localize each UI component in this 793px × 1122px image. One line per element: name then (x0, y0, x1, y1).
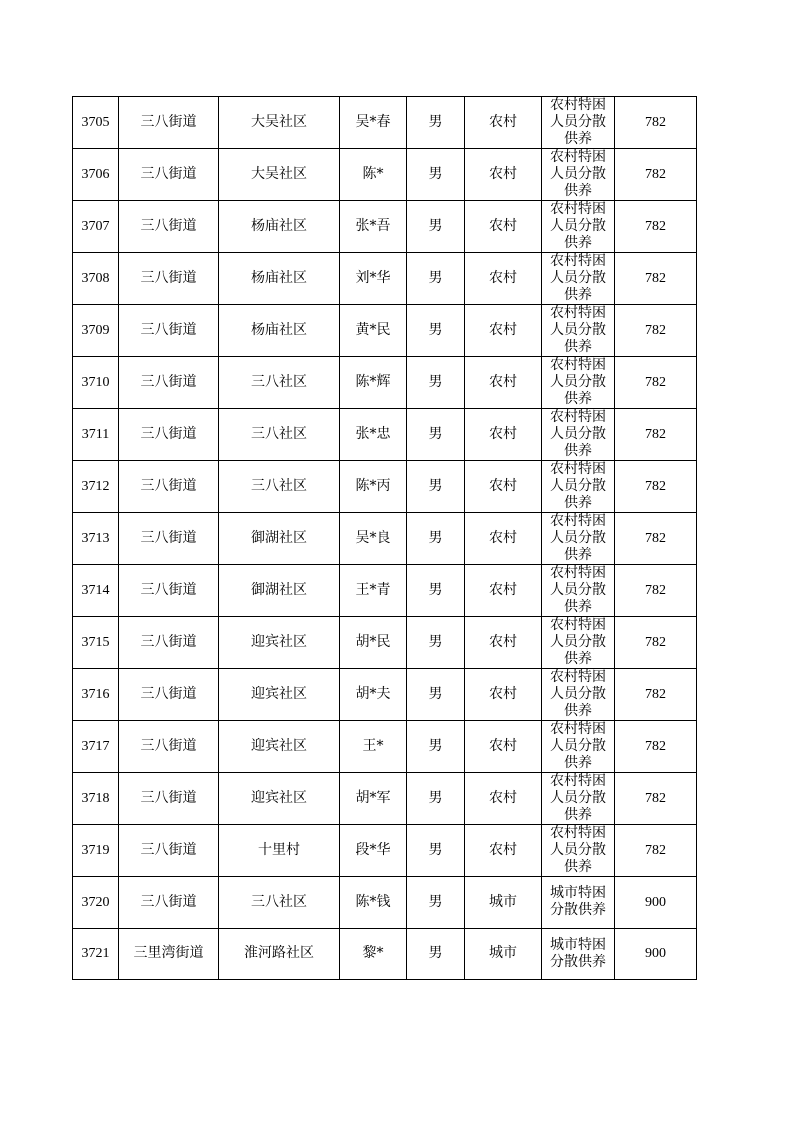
record-id-cell: 3721 (73, 928, 119, 980)
support-category-cell: 农村特困人员分散供养 (542, 513, 615, 565)
community-cell: 三八社区 (219, 409, 340, 461)
gender-cell: 男 (407, 253, 465, 305)
gender-cell: 男 (407, 201, 465, 253)
table-row (73, 201, 697, 253)
street-cell: 三八街道 (119, 669, 219, 721)
amount-cell: 900 (615, 877, 697, 929)
person-name-cell: 陈*辉 (340, 357, 407, 409)
gender-cell: 男 (407, 721, 465, 773)
record-id-cell: 3708 (73, 253, 119, 305)
record-id-cell: 3710 (73, 357, 119, 409)
support-category-cell: 农村特困人员分散供养 (542, 409, 615, 461)
person-name-cell: 吴*良 (340, 513, 407, 565)
gender-cell: 男 (407, 928, 465, 980)
table-row (73, 928, 697, 980)
support-category-cell: 农村特困人员分散供养 (542, 721, 615, 773)
support-category-cell: 农村特困人员分散供养 (542, 305, 615, 357)
amount-cell: 782 (615, 201, 697, 253)
gender-cell: 男 (407, 149, 465, 201)
area-type-cell: 城市 (465, 928, 542, 980)
gender-cell: 男 (407, 409, 465, 461)
community-cell: 迎宾社区 (219, 773, 340, 825)
record-id-cell: 3711 (73, 409, 119, 461)
area-type-cell: 农村 (465, 669, 542, 721)
community-cell: 十里村 (219, 825, 340, 877)
table-row (73, 721, 697, 773)
amount-cell: 782 (615, 149, 697, 201)
amount-cell: 782 (615, 461, 697, 513)
table-row (73, 773, 697, 825)
records-table (72, 96, 697, 980)
record-id-cell: 3718 (73, 773, 119, 825)
amount-cell: 782 (615, 97, 697, 149)
street-cell: 三八街道 (119, 357, 219, 409)
support-category-cell: 农村特困人员分散供养 (542, 149, 615, 201)
table-row (73, 461, 697, 513)
amount-cell: 900 (615, 928, 697, 980)
table-row (73, 149, 697, 201)
person-name-cell: 王*青 (340, 565, 407, 617)
support-category-cell: 农村特困人员分散供养 (542, 773, 615, 825)
record-id-cell: 3706 (73, 149, 119, 201)
community-cell: 杨庙社区 (219, 253, 340, 305)
support-category-cell: 农村特困人员分散供养 (542, 357, 615, 409)
table-row (73, 253, 697, 305)
gender-cell: 男 (407, 513, 465, 565)
street-cell: 三里湾街道 (119, 928, 219, 980)
support-category-cell: 农村特困人员分散供养 (542, 461, 615, 513)
record-id-cell: 3716 (73, 669, 119, 721)
street-cell: 三八街道 (119, 721, 219, 773)
street-cell: 三八街道 (119, 877, 219, 929)
street-cell: 三八街道 (119, 409, 219, 461)
table-row (73, 513, 697, 565)
community-cell: 迎宾社区 (219, 721, 340, 773)
amount-cell: 782 (615, 305, 697, 357)
support-category-cell: 农村特困人员分散供养 (542, 669, 615, 721)
gender-cell: 男 (407, 305, 465, 357)
support-category-cell: 农村特困人员分散供养 (542, 253, 615, 305)
street-cell: 三八街道 (119, 305, 219, 357)
street-cell: 三八街道 (119, 565, 219, 617)
street-cell: 三八街道 (119, 97, 219, 149)
community-cell: 御湖社区 (219, 513, 340, 565)
amount-cell: 782 (615, 357, 697, 409)
community-cell: 大吴社区 (219, 97, 340, 149)
street-cell: 三八街道 (119, 201, 219, 253)
street-cell: 三八街道 (119, 825, 219, 877)
person-name-cell: 陈* (340, 149, 407, 201)
record-id-cell: 3705 (73, 97, 119, 149)
area-type-cell: 农村 (465, 97, 542, 149)
area-type-cell: 城市 (465, 877, 542, 929)
support-category-cell: 农村特困人员分散供养 (542, 201, 615, 253)
amount-cell: 782 (615, 773, 697, 825)
gender-cell: 男 (407, 357, 465, 409)
person-name-cell: 张*忠 (340, 409, 407, 461)
table-row (73, 669, 697, 721)
amount-cell: 782 (615, 253, 697, 305)
street-cell: 三八街道 (119, 513, 219, 565)
gender-cell: 男 (407, 617, 465, 669)
area-type-cell: 农村 (465, 565, 542, 617)
person-name-cell: 黎* (340, 928, 407, 980)
support-category-cell: 农村特困人员分散供养 (542, 565, 615, 617)
area-type-cell: 农村 (465, 357, 542, 409)
table-row (73, 825, 697, 877)
community-cell: 杨庙社区 (219, 305, 340, 357)
area-type-cell: 农村 (465, 513, 542, 565)
gender-cell: 男 (407, 97, 465, 149)
area-type-cell: 农村 (465, 617, 542, 669)
gender-cell: 男 (407, 565, 465, 617)
amount-cell: 782 (615, 721, 697, 773)
person-name-cell: 张*吾 (340, 201, 407, 253)
area-type-cell: 农村 (465, 305, 542, 357)
support-category-cell: 城市特困分散供养 (542, 928, 615, 980)
gender-cell: 男 (407, 773, 465, 825)
table-row (73, 565, 697, 617)
table-row (73, 97, 697, 149)
record-id-cell: 3720 (73, 877, 119, 929)
support-category-cell: 城市特困分散供养 (542, 877, 615, 929)
area-type-cell: 农村 (465, 721, 542, 773)
community-cell: 迎宾社区 (219, 669, 340, 721)
table-row (73, 305, 697, 357)
person-name-cell: 胡*夫 (340, 669, 407, 721)
table-row (73, 357, 697, 409)
street-cell: 三八街道 (119, 253, 219, 305)
person-name-cell: 胡*民 (340, 617, 407, 669)
amount-cell: 782 (615, 617, 697, 669)
area-type-cell: 农村 (465, 773, 542, 825)
record-id-cell: 3713 (73, 513, 119, 565)
table-row (73, 617, 697, 669)
area-type-cell: 农村 (465, 149, 542, 201)
community-cell: 御湖社区 (219, 565, 340, 617)
person-name-cell: 胡*军 (340, 773, 407, 825)
record-id-cell: 3709 (73, 305, 119, 357)
gender-cell: 男 (407, 825, 465, 877)
record-id-cell: 3719 (73, 825, 119, 877)
area-type-cell: 农村 (465, 825, 542, 877)
area-type-cell: 农村 (465, 461, 542, 513)
community-cell: 大吴社区 (219, 149, 340, 201)
community-cell: 三八社区 (219, 357, 340, 409)
record-id-cell: 3715 (73, 617, 119, 669)
gender-cell: 男 (407, 877, 465, 929)
person-name-cell: 刘*华 (340, 253, 407, 305)
record-id-cell: 3714 (73, 565, 119, 617)
table-row (73, 877, 697, 929)
amount-cell: 782 (615, 565, 697, 617)
area-type-cell: 农村 (465, 253, 542, 305)
gender-cell: 男 (407, 669, 465, 721)
gender-cell: 男 (407, 461, 465, 513)
community-cell: 杨庙社区 (219, 201, 340, 253)
street-cell: 三八街道 (119, 461, 219, 513)
person-name-cell: 吴*春 (340, 97, 407, 149)
amount-cell: 782 (615, 669, 697, 721)
community-cell: 三八社区 (219, 461, 340, 513)
person-name-cell: 王* (340, 721, 407, 773)
person-name-cell: 陈*丙 (340, 461, 407, 513)
area-type-cell: 农村 (465, 409, 542, 461)
record-id-cell: 3717 (73, 721, 119, 773)
person-name-cell: 段*华 (340, 825, 407, 877)
area-type-cell: 农村 (465, 201, 542, 253)
community-cell: 淮河路社区 (219, 928, 340, 980)
table-body (73, 97, 697, 980)
amount-cell: 782 (615, 513, 697, 565)
record-id-cell: 3712 (73, 461, 119, 513)
table-row (73, 409, 697, 461)
amount-cell: 782 (615, 409, 697, 461)
support-category-cell: 农村特困人员分散供养 (542, 97, 615, 149)
street-cell: 三八街道 (119, 773, 219, 825)
community-cell: 三八社区 (219, 877, 340, 929)
support-category-cell: 农村特困人员分散供养 (542, 617, 615, 669)
person-name-cell: 陈*钱 (340, 877, 407, 929)
community-cell: 迎宾社区 (219, 617, 340, 669)
record-id-cell: 3707 (73, 201, 119, 253)
support-category-cell: 农村特困人员分散供养 (542, 825, 615, 877)
person-name-cell: 黄*民 (340, 305, 407, 357)
street-cell: 三八街道 (119, 617, 219, 669)
street-cell: 三八街道 (119, 149, 219, 201)
amount-cell: 782 (615, 825, 697, 877)
